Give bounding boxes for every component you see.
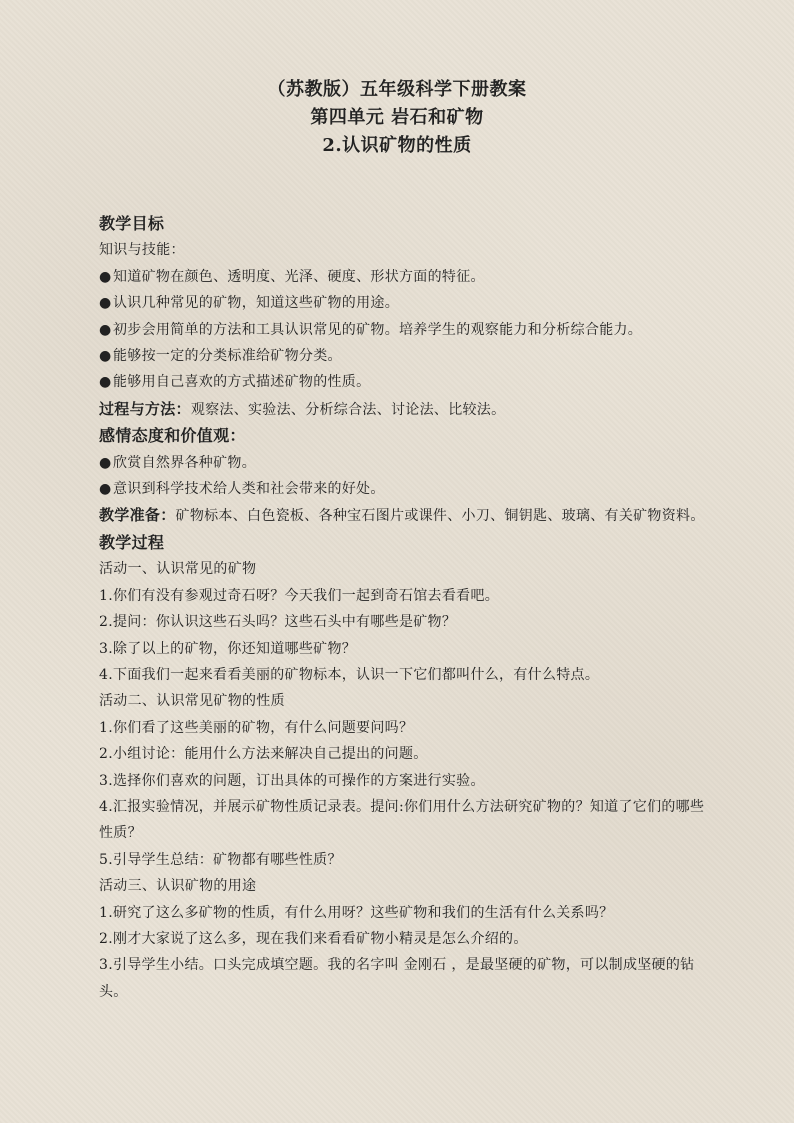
list-item: 1.你们有没有参观过奇石呀？今天我们一起到奇石馆去看看吧。 xyxy=(99,587,500,604)
bullet-icon: ● xyxy=(99,348,112,365)
process-method-line xyxy=(99,396,709,423)
list-item: 2.提问：你认识这些石头吗？这些石头中有哪些是矿物？ xyxy=(99,614,457,631)
process-heading: 教学过程 xyxy=(99,532,165,552)
list-item: ●意识到科学技术给人类和社会带来的好处。 xyxy=(99,476,709,502)
list-item: ●能够用自己喜欢的方式描述矿物的性质。 xyxy=(99,369,709,395)
document-title: （苏教版）五年级科学下册教案 xyxy=(267,79,527,100)
list-item: ●认识几种常见的矿物，知道这些矿物的用途。 xyxy=(99,290,709,316)
list-item: ●初步会用简单的方法和工具认识常见的矿物。培养学生的观察能力和分析综合能力。 xyxy=(99,317,709,343)
list-item: ●能够按一定的分类标准给矿物分类。 xyxy=(99,343,709,369)
unit-title: 第四单元 岩石和矿物 xyxy=(310,107,484,128)
bullet-icon: ● xyxy=(99,481,112,498)
title-block xyxy=(0,76,794,160)
attitude-heading: 感情态度和价值观： xyxy=(99,426,246,446)
bullet-icon: ● xyxy=(99,374,112,391)
list-item: 5.引导学生总结：矿物都有哪些性质？ xyxy=(99,851,342,868)
list-item: ●知道矿物在颜色、透明度、光泽、硬度、形状方面的特征。 xyxy=(99,264,709,290)
activity-title: 活动二、认识常见矿物的性质 xyxy=(99,693,285,710)
prep-label: 教学准备： xyxy=(99,506,176,525)
process-method-text: 观察法、实验法、分析综合法、讨论法、比较法。 xyxy=(190,401,506,418)
list-item: 3.引导学生小结。口头完成填空题。我的名字叫 金刚石 ，是最坚硬的矿物，可以制成坚硬的钻头。 xyxy=(99,957,695,1000)
knowledge-label: 知识与技能： xyxy=(99,242,185,259)
list-item: 3.选择你们喜欢的问题，订出具体的可操作的方案进行实验。 xyxy=(99,772,485,789)
prep-text: 矿物标本、白色瓷板、各种宝石图片或课件、小刀、铜钥匙、玻璃、有关矿物资料。 xyxy=(175,508,705,525)
bullet-icon: ● xyxy=(99,454,112,471)
list-item: 1.你们看了这些美丽的矿物，有什么问题要问吗？ xyxy=(99,719,414,736)
lesson-title: 2.认识矿物的性质 xyxy=(322,135,472,156)
list-item: 2.小组讨论：能用什么方法来解决自己提出的问题。 xyxy=(99,746,428,763)
document-body xyxy=(99,211,709,1005)
activity-title: 活动三、认识矿物的用途 xyxy=(99,878,257,895)
goals-heading: 教学目标 xyxy=(99,214,165,233)
process-method-label: 过程与方法： xyxy=(99,399,191,418)
list-item: 4.下面我们一起来看看美丽的矿物标本，认识一下它们都叫什么，有什么特点。 xyxy=(99,666,600,683)
prep-paragraph xyxy=(99,502,709,529)
bullet-icon: ● xyxy=(99,321,112,338)
list-item: 2.刚才大家说了这么多，现在我们来看看矿物小精灵是怎么介绍的。 xyxy=(99,930,528,947)
list-item: 4.汇报实验情况，并展示矿物性质记录表。提问:你们用什么方法研究矿物的？知道了它们的哪些性质？ xyxy=(99,798,705,842)
activity-title: 活动一、认识常见的矿物 xyxy=(99,561,257,578)
list-item: 3.除了以上的矿物，你还知道哪些矿物？ xyxy=(99,640,357,657)
bullet-icon: ● xyxy=(99,295,112,312)
list-item: 1.研究了这么多矿物的性质，有什么用呀？这些矿物和我们的生活有什么关系吗？ xyxy=(99,904,614,921)
list-item: ●欣赏自然界各种矿物。 xyxy=(99,450,709,476)
bullet-icon: ● xyxy=(99,268,112,285)
